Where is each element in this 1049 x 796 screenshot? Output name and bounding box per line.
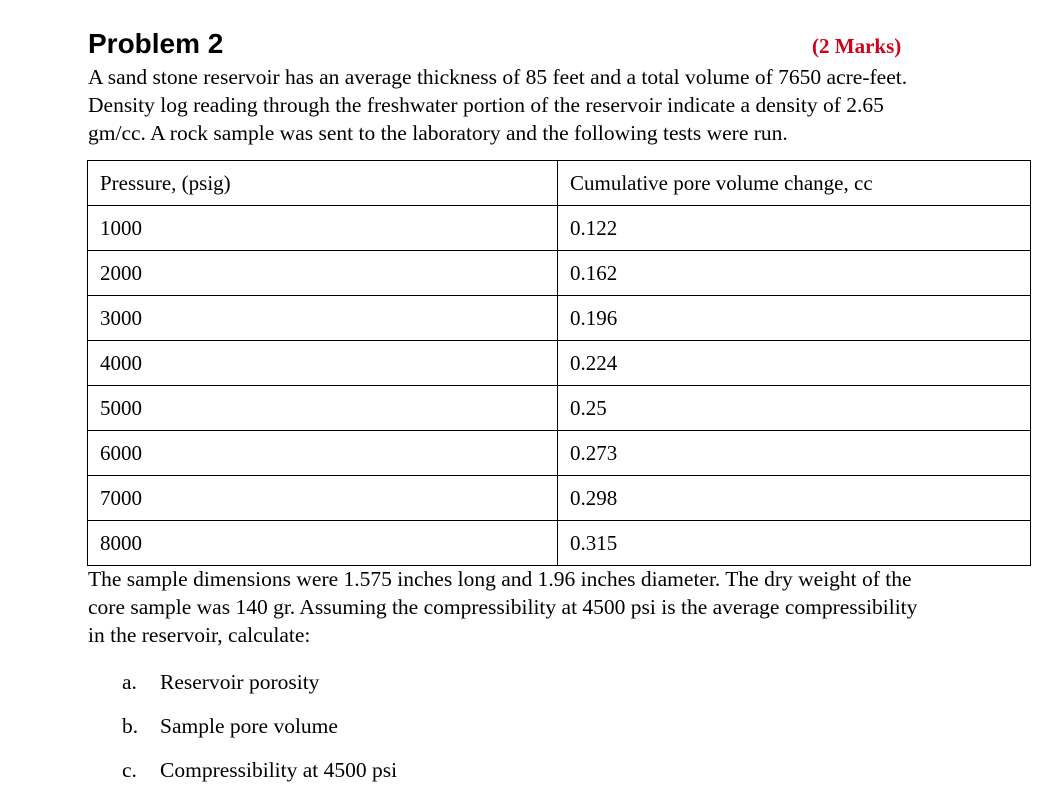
header-pore-volume: Cumulative pore volume change, cc	[558, 161, 1031, 206]
cell-pressure: 7000	[88, 476, 558, 521]
list-item	[122, 708, 397, 752]
cell-pressure: 3000	[88, 296, 558, 341]
question-text: Reservoir porosity	[160, 670, 320, 694]
cell-pore-volume: 0.25	[558, 386, 1031, 431]
table-row	[88, 476, 1031, 521]
table-row	[88, 521, 1031, 566]
problem-intro	[88, 63, 1030, 147]
table-row	[88, 206, 1031, 251]
question-label: a.	[122, 670, 137, 694]
question-text: Compressibility at 4500 psi	[160, 758, 398, 782]
cell-pore-volume: 0.273	[558, 431, 1031, 476]
description-line: The sample dimensions were 1.575 inches long and 1.96 inches diameter. The dry weight of the	[88, 567, 912, 591]
question-label: b.	[122, 714, 139, 738]
cell-pore-volume: 0.224	[558, 341, 1031, 386]
cell-pore-volume: 0.162	[558, 251, 1031, 296]
cell-pore-volume: 0.196	[558, 296, 1031, 341]
cell-pore-volume: 0.298	[558, 476, 1031, 521]
intro-line: Density log reading through the freshwater portion of the reservoir indicate a density of 2.65	[88, 93, 884, 117]
pressure-volume-table	[87, 160, 1031, 566]
list-item	[122, 664, 397, 708]
cell-pressure: 1000	[88, 206, 558, 251]
cell-pore-volume: 0.122	[558, 206, 1031, 251]
table-row	[88, 386, 1031, 431]
intro-line: gm/cc. A rock sample was sent to the laboratory and the following tests were run.	[88, 121, 788, 145]
list-item	[122, 752, 397, 796]
cell-pressure: 5000	[88, 386, 558, 431]
question-text: Sample pore volume	[160, 714, 338, 738]
question-list	[122, 664, 397, 796]
table-header-row	[88, 161, 1031, 206]
question-label: c.	[122, 758, 137, 782]
cell-pressure: 4000	[88, 341, 558, 386]
table-row	[88, 251, 1031, 296]
table-row	[88, 296, 1031, 341]
sample-description	[88, 565, 1030, 649]
intro-line: A sand stone reservoir has an average thickness of 85 feet and a total volume of 7650 acre-feet.	[88, 65, 908, 89]
cell-pressure: 8000	[88, 521, 558, 566]
table-row	[88, 341, 1031, 386]
cell-pressure: 2000	[88, 251, 558, 296]
description-line: core sample was 140 gr. Assuming the compressibility at 4500 psi is the average compressibility	[88, 595, 918, 619]
problem-title: Problem 2	[88, 28, 224, 59]
cell-pore-volume: 0.315	[558, 521, 1031, 566]
header-pressure: Pressure, (psig)	[88, 161, 558, 206]
marks-label: (2 Marks)	[812, 34, 902, 58]
cell-pressure: 6000	[88, 431, 558, 476]
description-line: in the reservoir, calculate:	[88, 623, 311, 647]
table-row	[88, 431, 1031, 476]
